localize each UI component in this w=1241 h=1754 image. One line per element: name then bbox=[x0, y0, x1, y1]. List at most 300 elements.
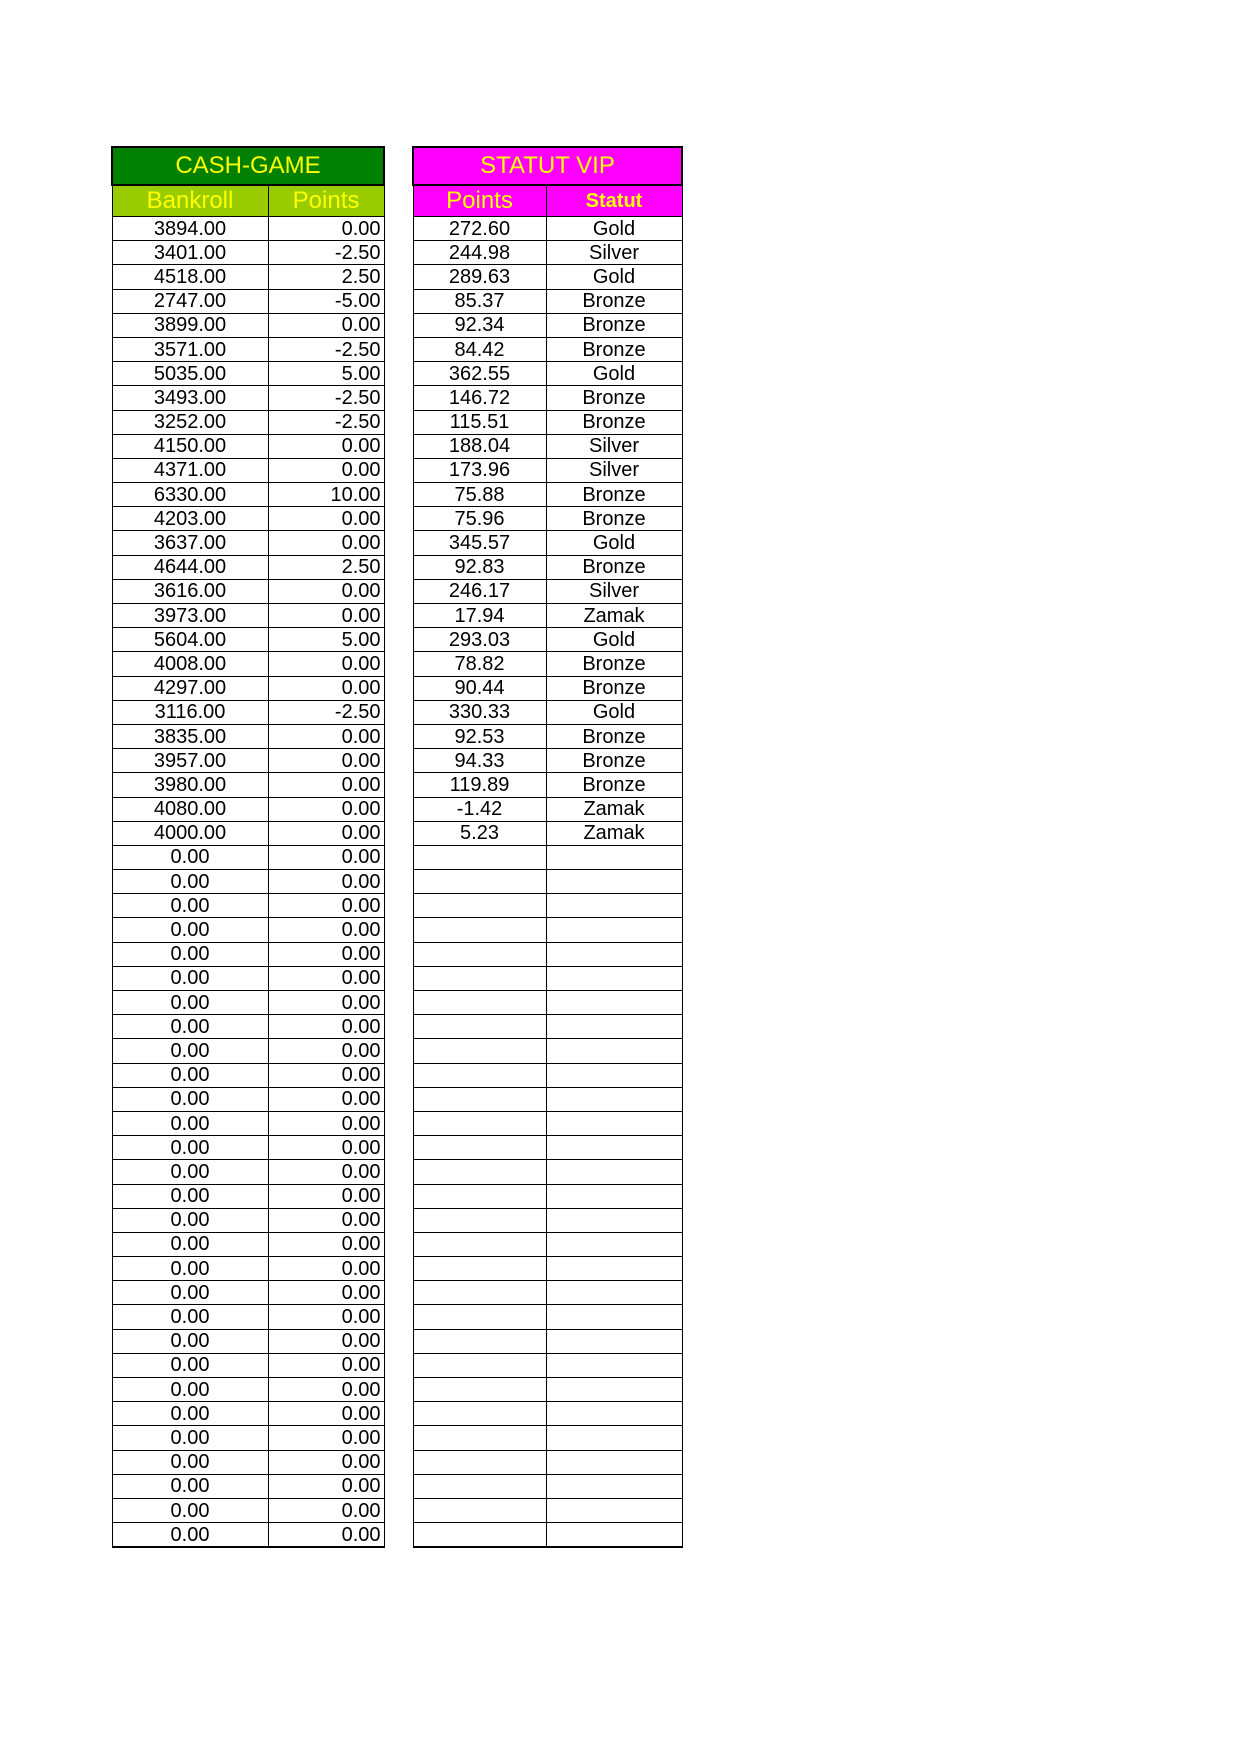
cash-points-cell: 5.00 bbox=[268, 362, 384, 386]
table-row bbox=[112, 458, 384, 482]
table-row bbox=[112, 724, 384, 748]
cash-points-cell: -2.50 bbox=[268, 700, 384, 724]
statut-cell bbox=[546, 1498, 682, 1522]
table-row bbox=[112, 1232, 384, 1256]
table-row bbox=[112, 289, 384, 313]
table-row bbox=[112, 410, 384, 434]
bankroll-cell: 0.00 bbox=[112, 1329, 268, 1353]
statut-cell: Bronze bbox=[546, 773, 682, 797]
table-row bbox=[112, 749, 384, 773]
vip-points-cell bbox=[413, 1329, 546, 1353]
vip-points-cell: 246.17 bbox=[413, 579, 546, 603]
statut-cell: Silver bbox=[546, 458, 682, 482]
statut-cell: Bronze bbox=[546, 410, 682, 434]
vip-points-cell: 92.34 bbox=[413, 313, 546, 337]
bankroll-cell: 4297.00 bbox=[112, 676, 268, 700]
statut-cell bbox=[546, 918, 682, 942]
statut-cell: Bronze bbox=[546, 749, 682, 773]
table-row bbox=[112, 507, 384, 531]
bankroll-cell: 0.00 bbox=[112, 1305, 268, 1329]
vip-points-cell: 188.04 bbox=[413, 434, 546, 458]
table-row bbox=[112, 1426, 384, 1450]
vip-points-cell: 345.57 bbox=[413, 531, 546, 555]
table-row bbox=[112, 1111, 384, 1135]
vip-points-cell: 75.88 bbox=[413, 483, 546, 507]
vip-points-cell bbox=[413, 845, 546, 869]
vip-points-cell: 362.55 bbox=[413, 362, 546, 386]
table-row bbox=[112, 1329, 384, 1353]
statut-cell: Silver bbox=[546, 241, 682, 265]
bankroll-cell: 0.00 bbox=[112, 1208, 268, 1232]
table-row bbox=[413, 1111, 682, 1135]
cash-points-cell: 0.00 bbox=[268, 1402, 384, 1426]
cash-points-cell: 0.00 bbox=[268, 434, 384, 458]
cash-points-cell: 0.00 bbox=[268, 1063, 384, 1087]
table-row bbox=[112, 942, 384, 966]
statut-cell bbox=[546, 1039, 682, 1063]
cash-game-table bbox=[111, 146, 385, 1548]
statut-cell: Silver bbox=[546, 434, 682, 458]
bankroll-cell: 3637.00 bbox=[112, 531, 268, 555]
table-row bbox=[413, 531, 682, 555]
vip-points-cell bbox=[413, 1498, 546, 1522]
table-row bbox=[413, 241, 682, 265]
cash-points-cell: 0.00 bbox=[268, 894, 384, 918]
table-row bbox=[112, 1184, 384, 1208]
table-row bbox=[413, 483, 682, 507]
vip-points-cell: 293.03 bbox=[413, 628, 546, 652]
statut-vip-title: STATUT VIP bbox=[413, 147, 682, 185]
statut-cell bbox=[546, 1305, 682, 1329]
table-row bbox=[413, 555, 682, 579]
statut-cell bbox=[546, 1232, 682, 1256]
statut-cell bbox=[546, 1450, 682, 1474]
vip-points-cell bbox=[413, 1281, 546, 1305]
cash-points-cell: 0.00 bbox=[268, 1329, 384, 1353]
bankroll-cell: 0.00 bbox=[112, 1402, 268, 1426]
statut-cell: Bronze bbox=[546, 652, 682, 676]
statut-cell: Bronze bbox=[546, 483, 682, 507]
cash-points-cell: 0.00 bbox=[268, 966, 384, 990]
bankroll-cell: 0.00 bbox=[112, 1498, 268, 1522]
vip-points-cell bbox=[413, 942, 546, 966]
cash-points-cell: 0.00 bbox=[268, 1498, 384, 1522]
table-row bbox=[413, 1136, 682, 1160]
table-row bbox=[413, 265, 682, 289]
table-row bbox=[112, 1353, 384, 1377]
table-row bbox=[112, 870, 384, 894]
table-row bbox=[413, 1232, 682, 1256]
cash-points-cell: 0.00 bbox=[268, 1281, 384, 1305]
table-row bbox=[112, 1281, 384, 1305]
vip-points-cell: 244.98 bbox=[413, 241, 546, 265]
table-row bbox=[413, 1281, 682, 1305]
bankroll-cell: 0.00 bbox=[112, 1353, 268, 1377]
vip-points-cell: 85.37 bbox=[413, 289, 546, 313]
cash-points-cell: -2.50 bbox=[268, 386, 384, 410]
table-row bbox=[413, 676, 682, 700]
cash-points-cell: 0.00 bbox=[268, 1353, 384, 1377]
table-row bbox=[112, 966, 384, 990]
table-row bbox=[413, 749, 682, 773]
cash-points-cell: 0.00 bbox=[268, 845, 384, 869]
vip-points-cell: 92.53 bbox=[413, 724, 546, 748]
table-row bbox=[112, 483, 384, 507]
table-row bbox=[112, 918, 384, 942]
table-row bbox=[413, 604, 682, 628]
vip-points-cell bbox=[413, 1063, 546, 1087]
bankroll-cell: 0.00 bbox=[112, 1015, 268, 1039]
cash-points-cell: 0.00 bbox=[268, 1208, 384, 1232]
vip-points-cell bbox=[413, 1039, 546, 1063]
vip-points-cell bbox=[413, 1160, 546, 1184]
vip-points-cell bbox=[413, 1305, 546, 1329]
cash-points-cell: 10.00 bbox=[268, 483, 384, 507]
vip-points-cell: 92.83 bbox=[413, 555, 546, 579]
bankroll-cell: 4008.00 bbox=[112, 652, 268, 676]
table-row bbox=[413, 700, 682, 724]
table-row bbox=[413, 1039, 682, 1063]
table-row bbox=[413, 966, 682, 990]
bankroll-cell: 5604.00 bbox=[112, 628, 268, 652]
vip-points-cell: 289.63 bbox=[413, 265, 546, 289]
table-row bbox=[112, 1474, 384, 1498]
table-row bbox=[112, 604, 384, 628]
statut-cell: Bronze bbox=[546, 555, 682, 579]
vip-points-cell bbox=[413, 1232, 546, 1256]
cash-points-cell: 0.00 bbox=[268, 1039, 384, 1063]
cash-points-cell: 0.00 bbox=[268, 217, 384, 241]
table-row bbox=[413, 1378, 682, 1402]
bankroll-cell: 0.00 bbox=[112, 966, 268, 990]
bankroll-cell: 0.00 bbox=[112, 942, 268, 966]
table-row bbox=[112, 1087, 384, 1111]
statut-cell: Gold bbox=[546, 265, 682, 289]
vip-points-cell bbox=[413, 1523, 546, 1548]
statut-cell bbox=[546, 1426, 682, 1450]
table-row bbox=[413, 337, 682, 361]
table-row bbox=[112, 1450, 384, 1474]
table-row bbox=[112, 1063, 384, 1087]
cash-points-cell: 0.00 bbox=[268, 1426, 384, 1450]
table-row bbox=[413, 507, 682, 531]
bankroll-cell: 4000.00 bbox=[112, 821, 268, 845]
bankroll-cell: 0.00 bbox=[112, 918, 268, 942]
table-row bbox=[413, 870, 682, 894]
bankroll-cell: 3980.00 bbox=[112, 773, 268, 797]
bankroll-cell: 0.00 bbox=[112, 1111, 268, 1135]
vip-points-cell bbox=[413, 1184, 546, 1208]
table-row bbox=[112, 579, 384, 603]
statut-cell bbox=[546, 1474, 682, 1498]
cash-points-cell: 0.00 bbox=[268, 773, 384, 797]
table-row bbox=[112, 991, 384, 1015]
vip-points-cell bbox=[413, 991, 546, 1015]
statut-cell bbox=[546, 1184, 682, 1208]
table-row bbox=[413, 821, 682, 845]
table-row bbox=[112, 652, 384, 676]
table-row bbox=[413, 845, 682, 869]
statut-cell: Bronze bbox=[546, 386, 682, 410]
table-row bbox=[413, 773, 682, 797]
statut-cell: Bronze bbox=[546, 313, 682, 337]
bankroll-cell: 4203.00 bbox=[112, 507, 268, 531]
vip-points-cell: 75.96 bbox=[413, 507, 546, 531]
table-row bbox=[413, 458, 682, 482]
table-row bbox=[413, 628, 682, 652]
table-row bbox=[413, 991, 682, 1015]
table-row bbox=[413, 579, 682, 603]
table-row bbox=[413, 313, 682, 337]
statut-cell bbox=[546, 1281, 682, 1305]
table-row bbox=[112, 531, 384, 555]
table-row bbox=[413, 362, 682, 386]
bankroll-cell: 3493.00 bbox=[112, 386, 268, 410]
vip-points-cell: 84.42 bbox=[413, 337, 546, 361]
table-row bbox=[112, 217, 384, 241]
statut-cell bbox=[546, 1523, 682, 1548]
cash-points-cell: -2.50 bbox=[268, 337, 384, 361]
bankroll-cell: 3835.00 bbox=[112, 724, 268, 748]
bankroll-cell: 4080.00 bbox=[112, 797, 268, 821]
table-row bbox=[413, 289, 682, 313]
bankroll-cell: 4371.00 bbox=[112, 458, 268, 482]
vip-points-cell bbox=[413, 1450, 546, 1474]
cash-points-cell: 0.00 bbox=[268, 1378, 384, 1402]
statut-cell bbox=[546, 1402, 682, 1426]
vip-points-cell bbox=[413, 1087, 546, 1111]
bankroll-cell: 3894.00 bbox=[112, 217, 268, 241]
cash-points-cell: 0.00 bbox=[268, 313, 384, 337]
table-row bbox=[112, 628, 384, 652]
table-row bbox=[413, 1402, 682, 1426]
bankroll-cell: 0.00 bbox=[112, 1136, 268, 1160]
table-row bbox=[112, 1208, 384, 1232]
cash-points-cell: 0.00 bbox=[268, 531, 384, 555]
bankroll-cell: 2747.00 bbox=[112, 289, 268, 313]
vip-points-cell: 146.72 bbox=[413, 386, 546, 410]
cash-points-cell: 2.50 bbox=[268, 555, 384, 579]
table-row bbox=[112, 1378, 384, 1402]
vip-points-cell bbox=[413, 1474, 546, 1498]
table-row bbox=[112, 1523, 384, 1548]
statut-cell: Bronze bbox=[546, 676, 682, 700]
cash-points-cell: 0.00 bbox=[268, 1450, 384, 1474]
table-row bbox=[413, 1087, 682, 1111]
table-row bbox=[413, 410, 682, 434]
vip-points-cell bbox=[413, 870, 546, 894]
cash-points-cell: 0.00 bbox=[268, 1257, 384, 1281]
cash-points-cell: 0.00 bbox=[268, 1305, 384, 1329]
table-row bbox=[413, 1063, 682, 1087]
table-row bbox=[112, 265, 384, 289]
cash-points-cell: 0.00 bbox=[268, 676, 384, 700]
bankroll-cell: 3616.00 bbox=[112, 579, 268, 603]
statut-cell: Gold bbox=[546, 700, 682, 724]
bankroll-cell: 3957.00 bbox=[112, 749, 268, 773]
bankroll-cell: 0.00 bbox=[112, 1160, 268, 1184]
cash-points-cell: 0.00 bbox=[268, 942, 384, 966]
table-row bbox=[112, 821, 384, 845]
bankroll-cell: 0.00 bbox=[112, 1474, 268, 1498]
bankroll-cell: 4518.00 bbox=[112, 265, 268, 289]
vip-points-cell bbox=[413, 894, 546, 918]
cash-points-cell: -2.50 bbox=[268, 241, 384, 265]
statut-cell bbox=[546, 1329, 682, 1353]
vip-points-cell: 272.60 bbox=[413, 217, 546, 241]
table-row bbox=[413, 1426, 682, 1450]
cash-points-cell: 0.00 bbox=[268, 1136, 384, 1160]
cash-points-header: Points bbox=[268, 185, 384, 217]
bankroll-cell: 3571.00 bbox=[112, 337, 268, 361]
statut-cell bbox=[546, 1257, 682, 1281]
table-row bbox=[112, 1160, 384, 1184]
cash-points-cell: 0.00 bbox=[268, 604, 384, 628]
vip-points-cell: 119.89 bbox=[413, 773, 546, 797]
table-row bbox=[112, 1015, 384, 1039]
statut-vip-rows bbox=[413, 217, 682, 1548]
statut-vip-table bbox=[412, 146, 683, 1548]
vip-points-cell bbox=[413, 1015, 546, 1039]
table-row bbox=[112, 1402, 384, 1426]
cash-points-cell: 0.00 bbox=[268, 1160, 384, 1184]
statut-cell bbox=[546, 1015, 682, 1039]
table-row bbox=[112, 1039, 384, 1063]
cash-points-cell: 0.00 bbox=[268, 870, 384, 894]
table-row bbox=[413, 894, 682, 918]
cash-points-cell: 0.00 bbox=[268, 1087, 384, 1111]
bankroll-cell: 0.00 bbox=[112, 1450, 268, 1474]
statut-cell bbox=[546, 991, 682, 1015]
cash-points-cell: 0.00 bbox=[268, 918, 384, 942]
cash-points-cell: 0.00 bbox=[268, 797, 384, 821]
table-row bbox=[112, 555, 384, 579]
table-row bbox=[413, 1329, 682, 1353]
bankroll-cell: 5035.00 bbox=[112, 362, 268, 386]
table-row bbox=[413, 1305, 682, 1329]
cash-points-cell: 0.00 bbox=[268, 579, 384, 603]
statut-cell bbox=[546, 1353, 682, 1377]
statut-cell bbox=[546, 1160, 682, 1184]
bankroll-cell: 0.00 bbox=[112, 870, 268, 894]
cash-points-cell: 0.00 bbox=[268, 1474, 384, 1498]
bankroll-cell: 0.00 bbox=[112, 1426, 268, 1450]
table-row bbox=[112, 386, 384, 410]
table-row bbox=[413, 1498, 682, 1522]
statut-cell: Gold bbox=[546, 217, 682, 241]
cash-points-cell: 0.00 bbox=[268, 1232, 384, 1256]
statut-header: Statut bbox=[546, 185, 682, 217]
statut-cell: Silver bbox=[546, 579, 682, 603]
table-row bbox=[112, 773, 384, 797]
statut-cell: Bronze bbox=[546, 337, 682, 361]
cash-points-cell: 0.00 bbox=[268, 652, 384, 676]
cash-points-cell: 0.00 bbox=[268, 991, 384, 1015]
statut-cell bbox=[546, 870, 682, 894]
table-row bbox=[413, 1257, 682, 1281]
table-row bbox=[413, 1523, 682, 1548]
vip-points-cell: 94.33 bbox=[413, 749, 546, 773]
statut-cell: Gold bbox=[546, 628, 682, 652]
statut-cell bbox=[546, 1063, 682, 1087]
table-row bbox=[112, 1257, 384, 1281]
cash-points-cell: 0.00 bbox=[268, 1111, 384, 1135]
vip-points-cell: 5.23 bbox=[413, 821, 546, 845]
bankroll-cell: 0.00 bbox=[112, 1232, 268, 1256]
table-row bbox=[413, 942, 682, 966]
bankroll-cell: 3401.00 bbox=[112, 241, 268, 265]
table-row bbox=[112, 845, 384, 869]
bankroll-cell: 3899.00 bbox=[112, 313, 268, 337]
vip-points-cell: 173.96 bbox=[413, 458, 546, 482]
statut-cell bbox=[546, 894, 682, 918]
table-row bbox=[413, 1208, 682, 1232]
table-row bbox=[112, 241, 384, 265]
table-row bbox=[112, 313, 384, 337]
bankroll-cell: 0.00 bbox=[112, 1281, 268, 1305]
vip-points-cell bbox=[413, 1111, 546, 1135]
bankroll-cell: 0.00 bbox=[112, 1257, 268, 1281]
statut-cell: Zamak bbox=[546, 604, 682, 628]
vip-points-cell: 330.33 bbox=[413, 700, 546, 724]
table-row bbox=[413, 1353, 682, 1377]
statut-cell bbox=[546, 966, 682, 990]
bankroll-cell: 0.00 bbox=[112, 991, 268, 1015]
vip-points-cell: 78.82 bbox=[413, 652, 546, 676]
table-row bbox=[413, 652, 682, 676]
cash-points-cell: 0.00 bbox=[268, 1015, 384, 1039]
vip-points-cell bbox=[413, 1402, 546, 1426]
cash-points-cell: -2.50 bbox=[268, 410, 384, 434]
bankroll-cell: 0.00 bbox=[112, 1087, 268, 1111]
vip-points-cell: 90.44 bbox=[413, 676, 546, 700]
bankroll-cell: 3252.00 bbox=[112, 410, 268, 434]
vip-points-cell bbox=[413, 966, 546, 990]
statut-cell: Zamak bbox=[546, 797, 682, 821]
vip-points-cell bbox=[413, 1426, 546, 1450]
cash-points-cell: 0.00 bbox=[268, 821, 384, 845]
table-row bbox=[112, 700, 384, 724]
statut-cell: Gold bbox=[546, 531, 682, 555]
vip-points-cell bbox=[413, 1378, 546, 1402]
cash-points-cell: 0.00 bbox=[268, 507, 384, 531]
bankroll-cell: 0.00 bbox=[112, 1378, 268, 1402]
statut-cell bbox=[546, 942, 682, 966]
vip-points-cell: 115.51 bbox=[413, 410, 546, 434]
vip-points-cell bbox=[413, 1353, 546, 1377]
table-row bbox=[112, 1498, 384, 1522]
table-row bbox=[112, 797, 384, 821]
statut-cell: Bronze bbox=[546, 507, 682, 531]
table-row bbox=[413, 1184, 682, 1208]
cash-points-cell: 5.00 bbox=[268, 628, 384, 652]
bankroll-cell: 3973.00 bbox=[112, 604, 268, 628]
cash-points-cell: 0.00 bbox=[268, 749, 384, 773]
statut-cell bbox=[546, 1378, 682, 1402]
table-row bbox=[413, 1474, 682, 1498]
table-row bbox=[413, 1160, 682, 1184]
table-row bbox=[413, 724, 682, 748]
cash-points-cell: 2.50 bbox=[268, 265, 384, 289]
cash-points-cell: 0.00 bbox=[268, 724, 384, 748]
table-row bbox=[112, 1136, 384, 1160]
statut-cell bbox=[546, 1208, 682, 1232]
vip-points-cell: 17.94 bbox=[413, 604, 546, 628]
table-row bbox=[112, 676, 384, 700]
cash-points-cell: 0.00 bbox=[268, 1184, 384, 1208]
cash-points-cell: -5.00 bbox=[268, 289, 384, 313]
table-row bbox=[112, 434, 384, 458]
